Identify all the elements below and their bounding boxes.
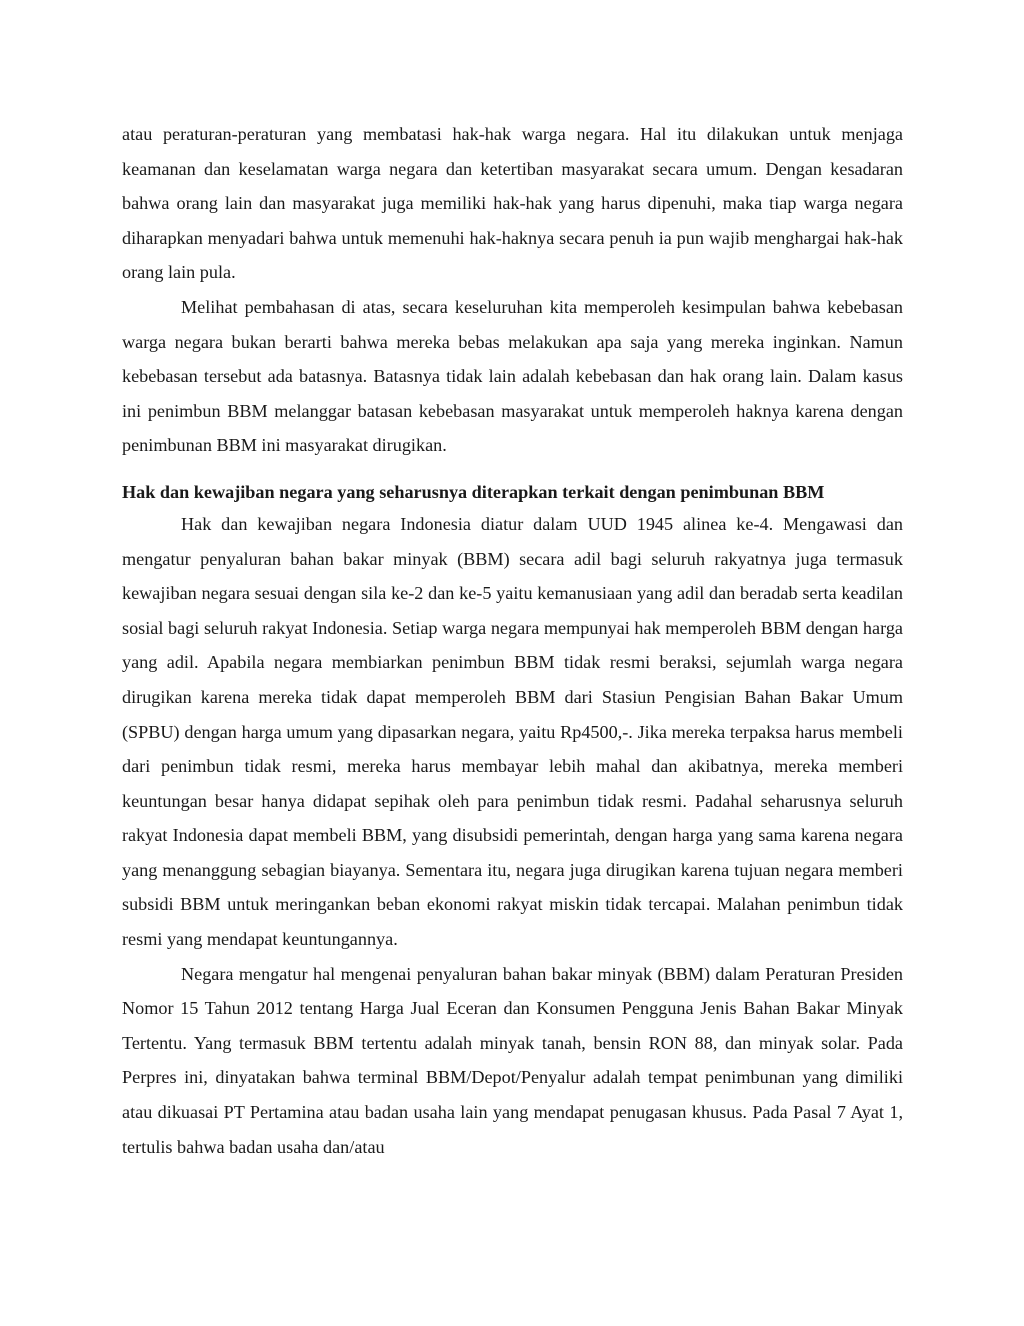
paragraph-1: atau peraturan-peraturan yang membatasi hak-hak warga negara. Hal itu dilakukan untuk menjaga keamanan dan keselamatan warga negara dan ketertiban masyarakat secara umum. Dengan kesadaran bahwa orang lain dan masyarakat juga memiliki hak-hak yang harus dipenuhi, maka tiap warga negara diharapkan menyadari bahwa untuk memenuhi hak-haknya secara penuh ia pun wajib menghargai hak-hak orang lain pula. [122,124,903,283]
paragraph-4: Negara mengatur hal mengenai penyaluran bahan bakar minyak (BBM) dalam Peraturan Presiden Nomor 15 Tahun 2012 tentang Harga Jual Eceran dan Konsumen Pengguna Jenis Bahan Bakar Minyak Tertentu. Yang termasuk BBM tertentu adalah minyak tanah, bensin RON 88, dan minyak solar. Pada Perpres ini, dinyatakan bahwa terminal BBM/Depot/Penyalur adalah tempat penimbunan yang dimiliki atau dikuasai PT Pertamina atau badan usaha lain yang mendapat penugasan khusus. Pada Pasal 7 Ayat 1, tertulis bahwa badan usaha dan/atau [122,963,903,1157]
section-heading: Hak dan kewajiban negara yang seharusnya diterapkan terkait dengan penimbunan BBM [122,481,825,502]
document-body [122,117,903,1164]
paragraph-3: Hak dan kewajiban negara Indonesia diatur dalam UUD 1945 alinea ke-4. Mengawasi dan mengatur penyaluran bahan bakar minyak (BBM) secara adil bagi seluruh rakyatnya juga termasuk kewajiban negara sesuai dengan sila ke-2 dan ke-5 yaitu kemanusiaan yang adil dan beradab serta keadilan sosial bagi seluruh rakyat Indonesia. Setiap warga negara mempunyai hak memperoleh BBM dengan harga yang adil. Apabila negara membiarkan penimbun BBM tidak resmi beraksi, sejumlah warga negara dirugikan karena mereka tidak dapat memperoleh BBM dari Stasiun Pengisian Bahan Bakar Umum (SPBU) dengan harga umum yang dipasarkan negara, yaitu Rp4500,-. Jika mereka terpaksa harus membeli dari penimbun tidak resmi, mereka harus membayar lebih mahal dan akibatnya, mereka memberi keuntungan besar hanya didapat sepihak oleh para penimbun tidak resmi. Padahal seharusnya seluruh rakyat Indonesia dapat membeli BBM, yang disubsidi pemerintah, dengan harga yang sama karena negara yang menanggung sebagian biayanya. Sementara itu, negara juga dirugikan karena tujuan negara memberi subsidi BBM untuk meringankan beban ekonomi rakyat miskin tidak tercapai. Malahan penimbun tidak resmi yang mendapat keuntungannya. [122,513,903,950]
paragraph-2: Melihat pembahasan di atas, secara keseluruhan kita memperoleh kesimpulan bahwa kebebasan warga negara bukan berarti bahwa mereka bebas melakukan apa saja yang mereka inginkan. Namun kebebasan tersebut ada batasnya. Batasnya tidak lain adalah kebebasan dan hak orang lain. Dalam kasus ini penimbun BBM melanggar batasan kebebasan masyarakat untuk memperoleh haknya karena dengan penimbunan BBM ini masyarakat dirugikan. [122,296,903,456]
